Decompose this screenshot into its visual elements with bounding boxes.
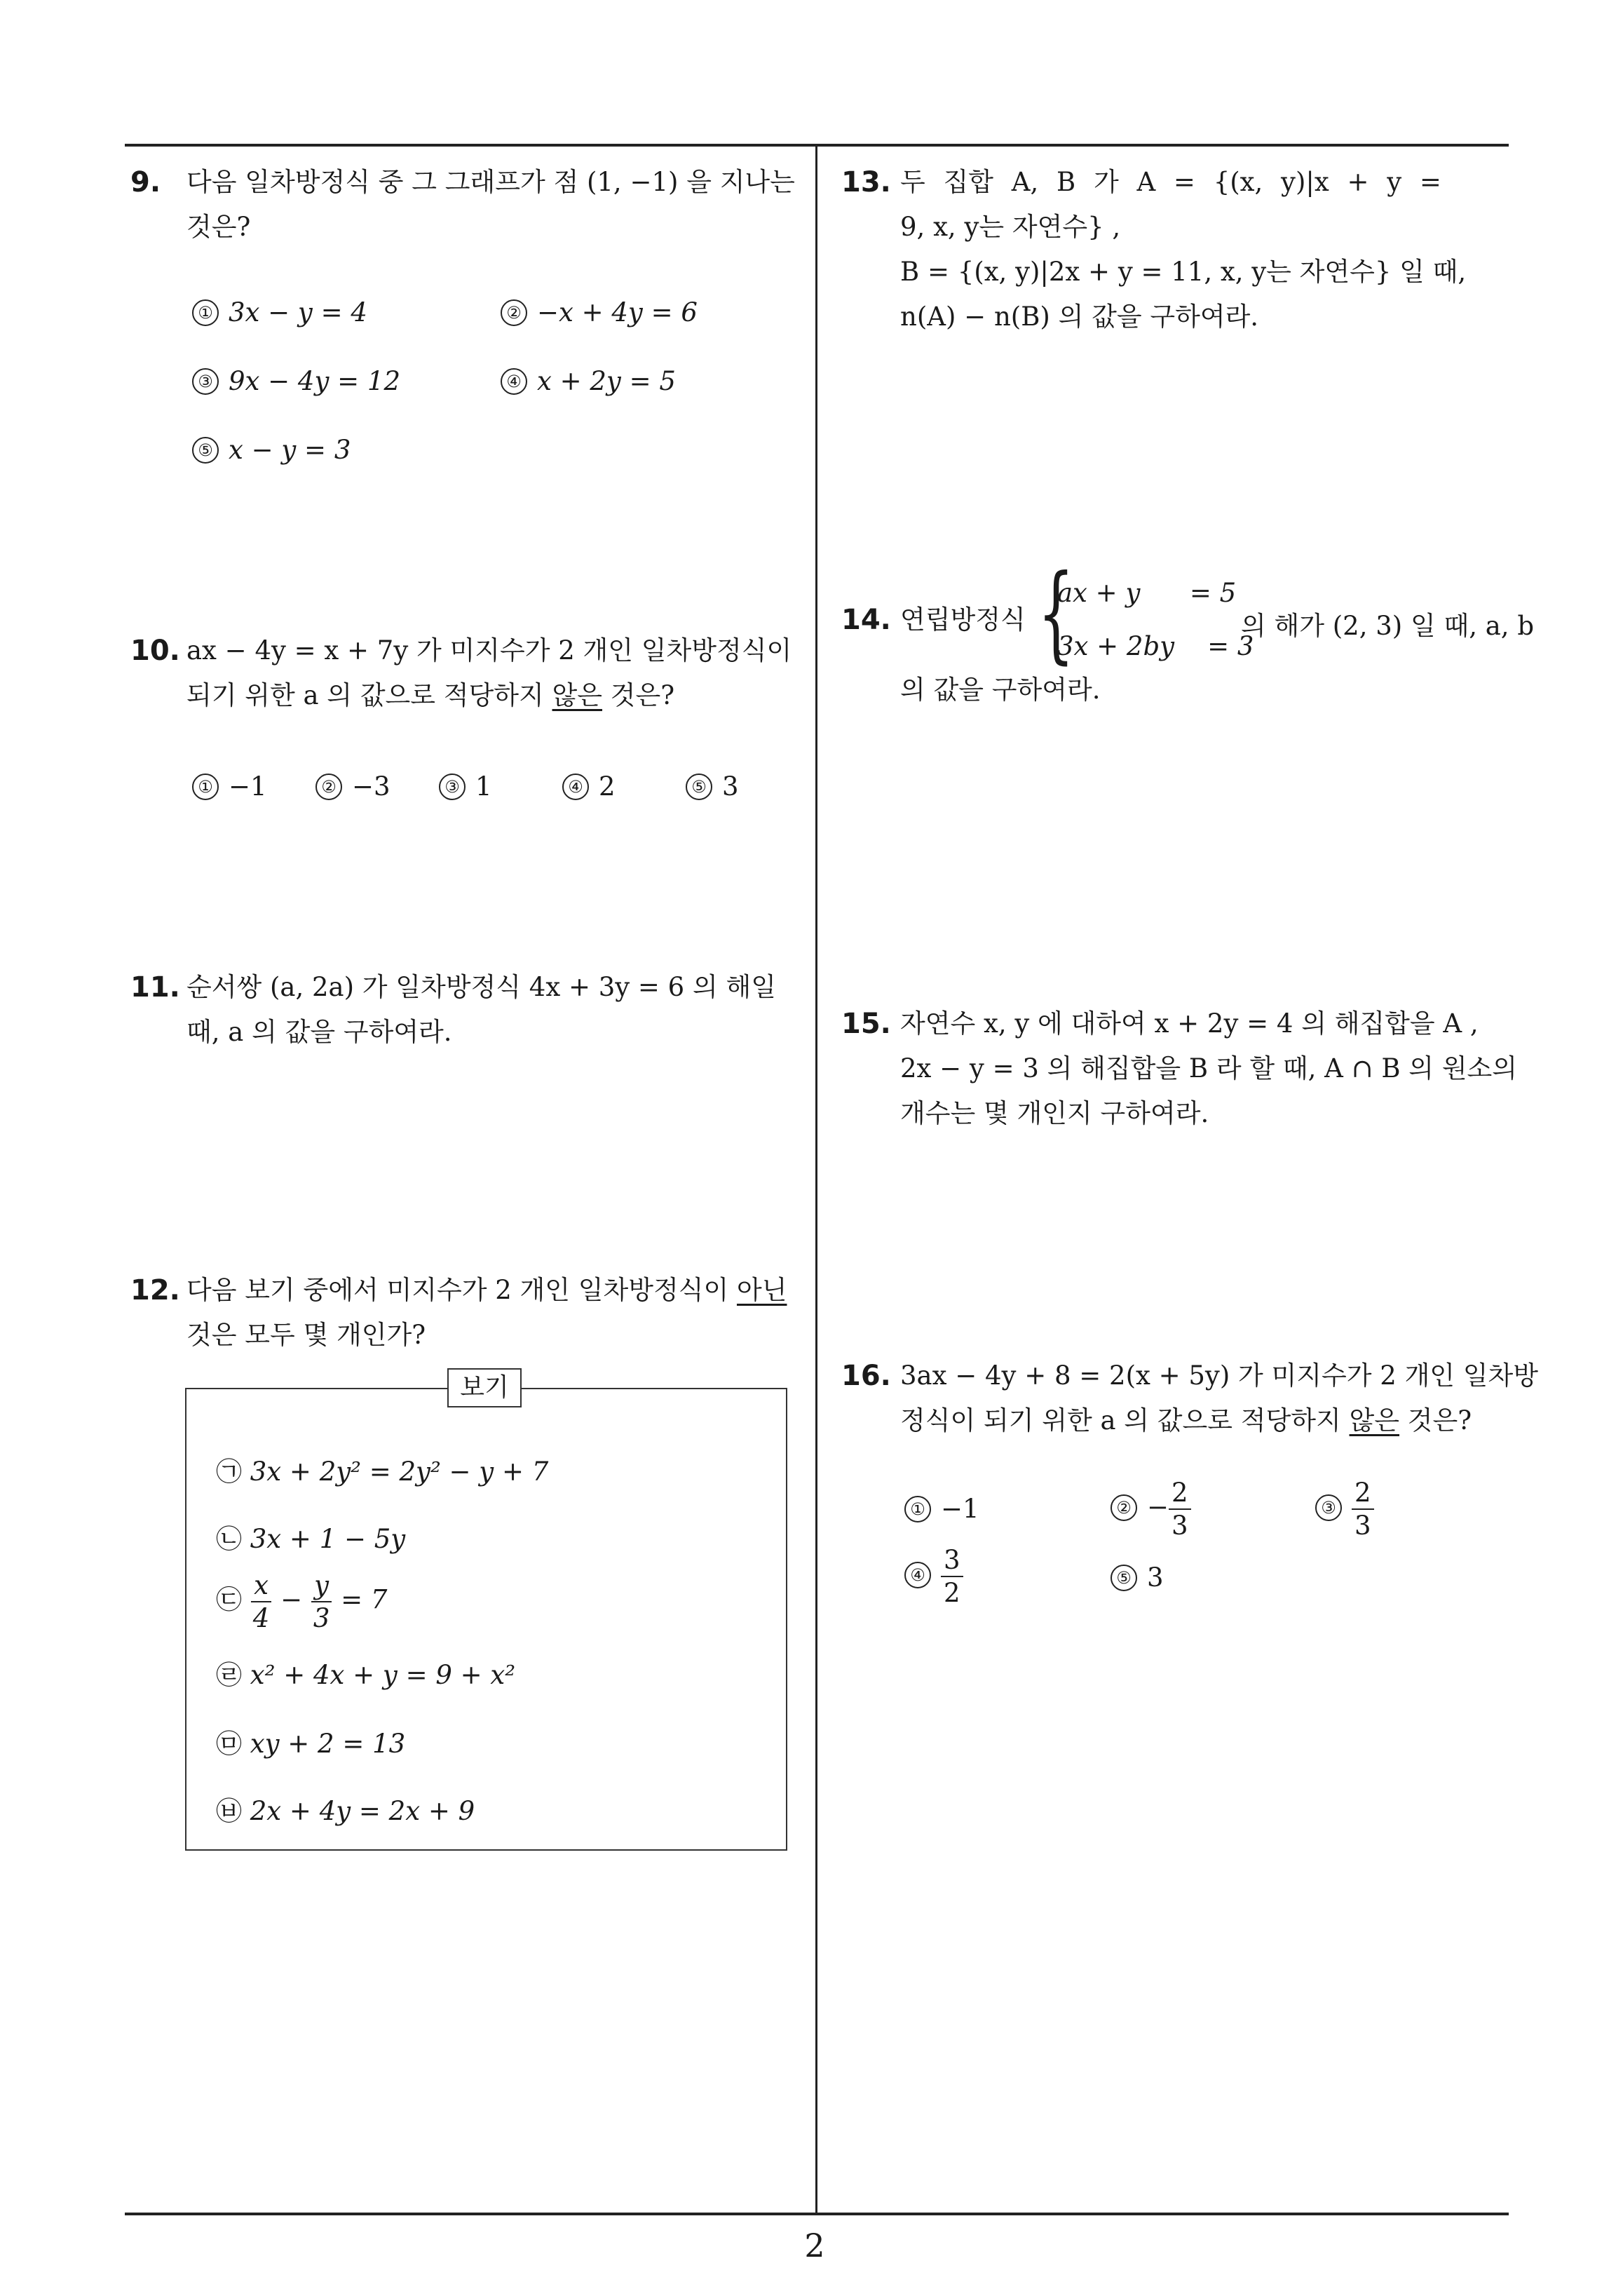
bogi-item-6: ㉥ 2x + 4y = 2x + 9 bbox=[216, 1796, 475, 1826]
question-text: 순서쌍 (a, 2a) 가 일차방정식 4x + 3y = 6 의 해일 bbox=[186, 972, 776, 1002]
question-text: 것은? bbox=[186, 212, 251, 242]
choice-2[interactable]: ② −3 bbox=[315, 771, 391, 802]
question-text: 9, x, y는 자연수} , bbox=[900, 212, 1121, 242]
question-text: 정식이 되기 위한 a 의 값으로 적당하지 않은 것은? bbox=[900, 1405, 1472, 1436]
choice-3[interactable]: ③ 9x − 4y = 12 bbox=[192, 366, 400, 396]
question-text: 개수는 몇 개인지 구하여라. bbox=[900, 1098, 1209, 1128]
question-number: 12. bbox=[130, 1274, 180, 1306]
question-text: 때, a 의 값을 구하여라. bbox=[186, 1017, 452, 1047]
choice-3[interactable]: ③ 1 bbox=[439, 771, 492, 802]
bogi-item-1: ㉠ 3x + 2y² = 2y² − y + 7 bbox=[216, 1457, 549, 1487]
question-text: 3ax − 4y + 8 = 2(x + 5y) 가 미지수가 2 개인 일차방 bbox=[900, 1360, 1539, 1391]
bogi-item-2: ㉡ 3x + 1 − 5y bbox=[216, 1524, 406, 1554]
question-text: 다음 보기 중에서 미지수가 2 개인 일차방정식이 아닌 bbox=[186, 1275, 787, 1305]
bogi-item-5: ㉤ xy + 2 = 13 bbox=[216, 1729, 406, 1759]
bottom-rule bbox=[125, 2213, 1509, 2215]
choice-2[interactable]: ② −x + 4y = 6 bbox=[501, 297, 698, 327]
choice-4[interactable]: ④ 2 bbox=[562, 771, 616, 802]
choice-4[interactable]: ④ x + 2y = 5 bbox=[501, 366, 676, 396]
choice-2[interactable]: ② − $\frac{2}{3}$ bbox=[1111, 1480, 1191, 1539]
question-text: ax − 4y = x + 7y 가 미지수가 2 개인 일차방정식이 bbox=[186, 635, 792, 666]
question-text: B = {(x, y)|2x + y = 11, x, y는 자연수} 일 때, bbox=[900, 257, 1467, 287]
question-text: 두 집합 A, B 가 A = {(x, y)|x + y = bbox=[900, 167, 1441, 197]
question-number: 16. bbox=[841, 1360, 891, 1392]
question-text: 것은 모두 몇 개인가? bbox=[186, 1320, 426, 1350]
choice-5[interactable]: ⑤ x − y = 3 bbox=[192, 435, 351, 465]
question-text: 되기 위한 a 의 값으로 적당하지 않은 것은? bbox=[186, 680, 675, 710]
bogi-item-3: ㉢ $\frac{x}{4}$ − $\frac{y}{3}$ = 7 bbox=[216, 1570, 388, 1633]
question-number: 13. bbox=[841, 166, 891, 198]
system-equation-2: 3x + 2by = 3 bbox=[1057, 631, 1254, 661]
question-text: 연립방정식 bbox=[900, 605, 1026, 635]
choice-4[interactable]: ④ $\frac{3}{2}$ bbox=[904, 1547, 963, 1606]
choice-5[interactable]: ⑤ 3 bbox=[686, 771, 739, 802]
question-text: 다음 일차방정식 중 그 그래프가 점 (1, −1) 을 지나는 bbox=[186, 167, 795, 197]
choice-5[interactable]: ⑤ 3 bbox=[1111, 1562, 1164, 1593]
question-text: 의 값을 구하여라. bbox=[900, 675, 1101, 705]
choice-1[interactable]: ① 3x − y = 4 bbox=[192, 297, 367, 327]
question-number: 9. bbox=[130, 166, 161, 198]
question-text: 2x − y = 3 의 해집합을 B 라 할 때, A ∩ B 의 원소의 bbox=[900, 1053, 1518, 1083]
question-text: 의 해가 (2, 3) 일 때, a, b bbox=[1241, 611, 1535, 641]
choice-3[interactable]: ③ $\frac{2}{3}$ bbox=[1315, 1480, 1374, 1539]
choice-1[interactable]: ① −1 bbox=[904, 1494, 979, 1524]
choice-1[interactable]: ① −1 bbox=[192, 771, 267, 802]
question-number: 11. bbox=[130, 971, 180, 1004]
column-divider bbox=[815, 147, 817, 2213]
bogi-item-4: ㉣ x² + 4x + y = 9 + x² bbox=[216, 1660, 516, 1690]
bogi-label: 보기 bbox=[447, 1368, 522, 1407]
system-brace: { bbox=[1038, 553, 1075, 675]
question-number: 14. bbox=[841, 604, 891, 636]
system-equation-1: ax + y = 5 bbox=[1057, 578, 1237, 608]
question-number: 10. bbox=[130, 635, 180, 667]
question-text: n(A) − n(B) 의 값을 구하여라. bbox=[900, 302, 1259, 332]
question-number: 15. bbox=[841, 1008, 891, 1040]
page-number: 2 bbox=[804, 2227, 825, 2264]
question-text: 자연수 x, y 에 대하여 x + 2y = 4 의 해집합을 A , bbox=[900, 1008, 1479, 1039]
